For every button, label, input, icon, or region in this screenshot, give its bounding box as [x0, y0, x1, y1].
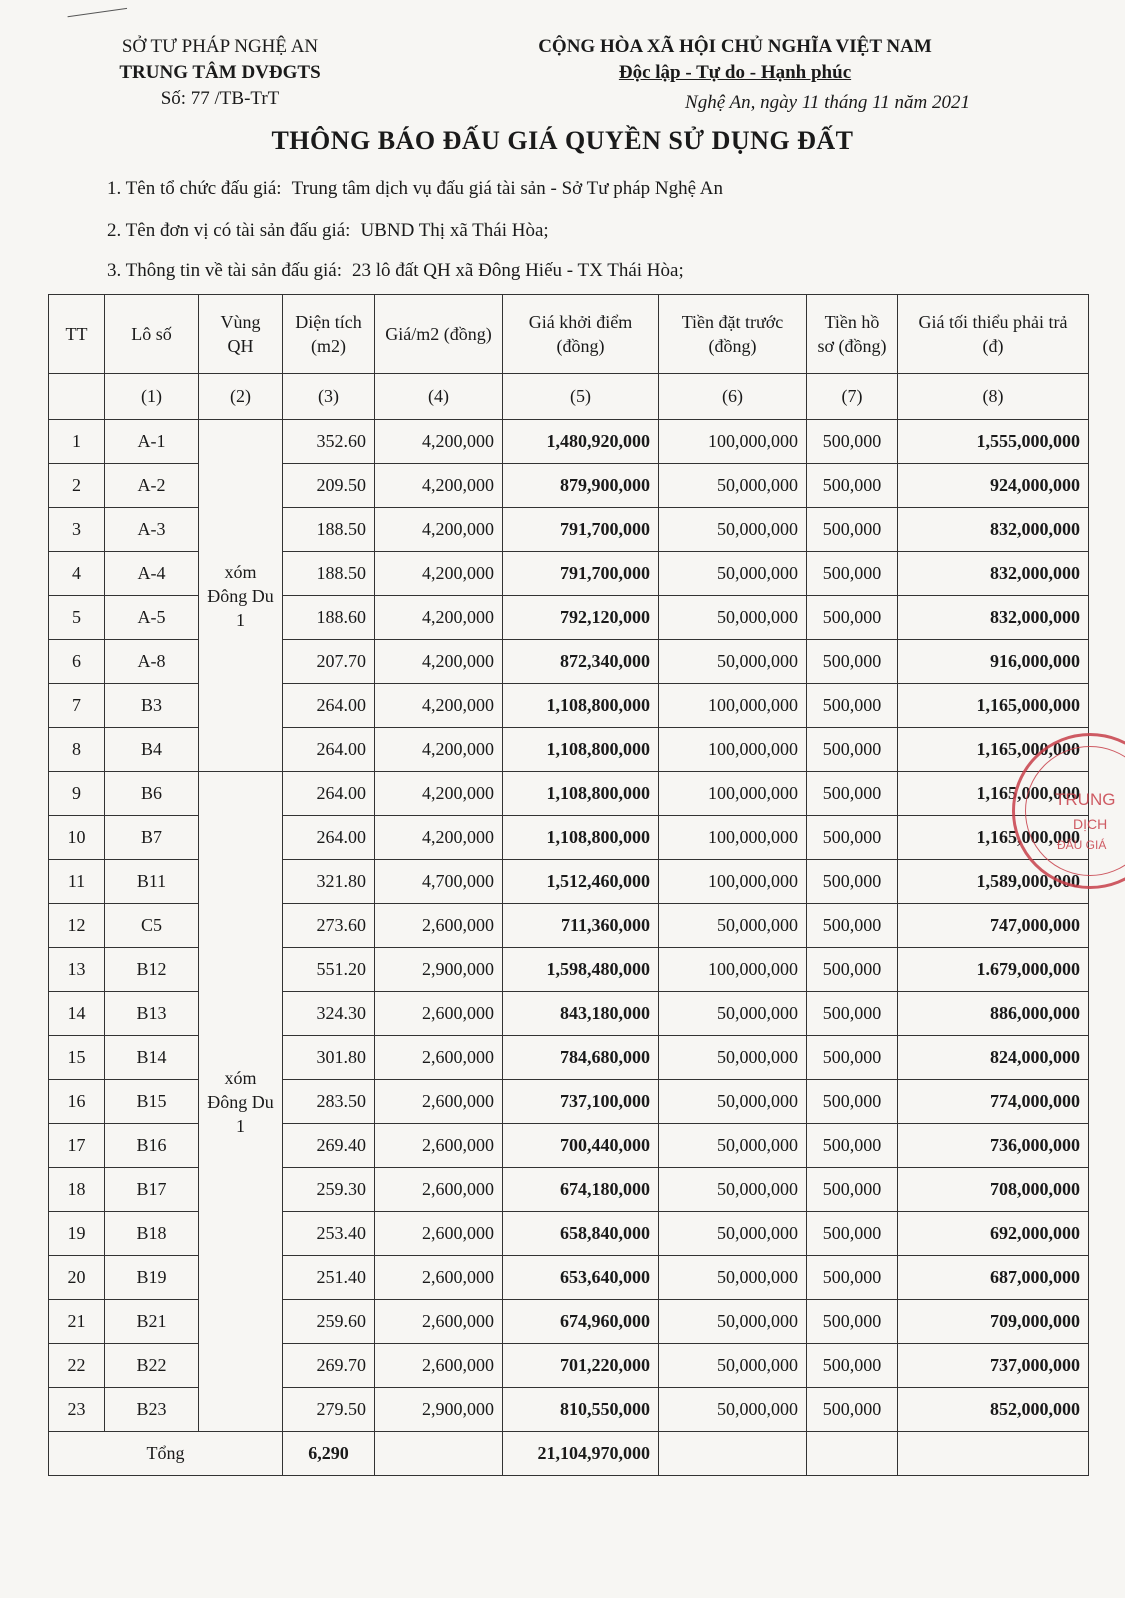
starting-price: 674,960,000	[503, 1300, 659, 1344]
lot-number: A-1	[105, 420, 199, 464]
lot-number: B12	[105, 948, 199, 992]
starting-price: 810,550,000	[503, 1388, 659, 1432]
file-fee: 500,000	[807, 772, 898, 816]
deposit: 100,000,000	[659, 684, 807, 728]
starting-price: 1,512,460,000	[503, 860, 659, 904]
file-fee: 500,000	[807, 816, 898, 860]
info-label: 3. Thông tin về tài sản đấu giá:	[107, 260, 342, 281]
minimum-price: 852,000,000	[898, 1388, 1089, 1432]
row-number: 5	[49, 596, 105, 640]
row-number: 17	[49, 1124, 105, 1168]
col-header: Lô số	[105, 295, 199, 374]
starting-price: 792,120,000	[503, 596, 659, 640]
deposit: 50,000,000	[659, 1212, 807, 1256]
price-per-m2: 2,600,000	[375, 1256, 503, 1300]
lot-number: B4	[105, 728, 199, 772]
area: 301.80	[283, 1036, 375, 1080]
column-number: (7)	[807, 374, 898, 420]
lot-number: A-3	[105, 508, 199, 552]
deposit: 50,000,000	[659, 596, 807, 640]
price-per-m2: 2,600,000	[375, 1212, 503, 1256]
minimum-price: 1.679,000,000	[898, 948, 1089, 992]
price-per-m2: 4,200,000	[375, 640, 503, 684]
stamp-text: ĐẤU GIÁ	[1057, 838, 1107, 852]
row-number: 18	[49, 1168, 105, 1212]
file-fee: 500,000	[807, 464, 898, 508]
minimum-price: 1,165,000,000	[898, 816, 1089, 860]
minimum-price: 774,000,000	[898, 1080, 1089, 1124]
minimum-price: 824,000,000	[898, 1036, 1089, 1080]
minimum-price: 886,000,000	[898, 992, 1089, 1036]
lot-number: B22	[105, 1344, 199, 1388]
minimum-price: 1,555,000,000	[898, 420, 1089, 464]
lot-number: C5	[105, 904, 199, 948]
price-per-m2: 4,200,000	[375, 420, 503, 464]
starting-price: 1,108,800,000	[503, 684, 659, 728]
minimum-price: 687,000,000	[898, 1256, 1089, 1300]
lot-number: A-5	[105, 596, 199, 640]
org-line1: SỞ TƯ PHÁP NGHỆ AN	[121, 36, 319, 57]
deposit: 50,000,000	[659, 508, 807, 552]
row-number: 7	[49, 684, 105, 728]
area: 283.50	[283, 1080, 375, 1124]
lot-number: B13	[105, 992, 199, 1036]
table-row	[49, 420, 1089, 464]
area: 188.50	[283, 552, 375, 596]
area: 264.00	[283, 728, 375, 772]
row-number: 16	[49, 1080, 105, 1124]
total-row	[49, 1432, 1089, 1476]
lot-number: A-4	[105, 552, 199, 596]
file-fee: 500,000	[807, 728, 898, 772]
starting-price: 658,840,000	[503, 1212, 659, 1256]
info-line-2	[107, 220, 549, 242]
price-per-m2: 4,200,000	[375, 684, 503, 728]
deposit: 50,000,000	[659, 1256, 807, 1300]
starting-price: 700,440,000	[503, 1124, 659, 1168]
price-per-m2: 2,600,000	[375, 1036, 503, 1080]
column-number: (4)	[375, 374, 503, 420]
file-fee: 500,000	[807, 508, 898, 552]
starting-price: 879,900,000	[503, 464, 659, 508]
document-date: Nghệ An, ngày 11 tháng 11 năm 2021	[685, 92, 970, 113]
planning-zone: xóm Đông Du 1	[199, 420, 283, 772]
national-header	[495, 34, 975, 86]
deposit: 50,000,000	[659, 1388, 807, 1432]
area: 259.60	[283, 1300, 375, 1344]
minimum-price: 692,000,000	[898, 1212, 1089, 1256]
area: 352.60	[283, 420, 375, 464]
info-label: 2. Tên đơn vị có tài sản đấu giá:	[107, 220, 351, 241]
file-fee: 500,000	[807, 1212, 898, 1256]
info-value: 23 lô đất QH xã Đông Hiếu - TX Thái Hòa;	[352, 260, 684, 281]
auction-table	[48, 294, 1089, 1476]
org-line2: TRUNG TÂM DVĐGTS	[119, 62, 321, 83]
row-number: 10	[49, 816, 105, 860]
starting-price: 1,480,920,000	[503, 420, 659, 464]
table-row	[49, 772, 1089, 816]
deposit: 100,000,000	[659, 816, 807, 860]
minimum-price: 916,000,000	[898, 640, 1089, 684]
area: 269.70	[283, 1344, 375, 1388]
price-per-m2: 2,600,000	[375, 1300, 503, 1344]
file-fee: 500,000	[807, 1256, 898, 1300]
minimum-price: 832,000,000	[898, 552, 1089, 596]
empty-cell	[898, 1432, 1089, 1476]
deposit: 100,000,000	[659, 860, 807, 904]
file-fee: 500,000	[807, 1080, 898, 1124]
row-number: 1	[49, 420, 105, 464]
lot-number: B7	[105, 816, 199, 860]
col-header: Diện tích (m2)	[283, 295, 375, 374]
deposit: 50,000,000	[659, 904, 807, 948]
col-header: Tiền hồ sơ (đồng)	[807, 295, 898, 374]
price-per-m2: 4,200,000	[375, 772, 503, 816]
info-value: Trung tâm dịch vụ đấu giá tài sản - Sở Tư pháp Nghệ An	[291, 178, 724, 199]
price-per-m2: 2,600,000	[375, 1168, 503, 1212]
column-number: (3)	[283, 374, 375, 420]
file-fee: 500,000	[807, 420, 898, 464]
handwritten-mark	[68, 8, 129, 27]
empty-cell	[49, 374, 105, 420]
lot-number: B15	[105, 1080, 199, 1124]
lot-number: A-2	[105, 464, 199, 508]
document-title: THÔNG BÁO ĐẤU GIÁ QUYỀN SỬ DỤNG ĐẤT	[271, 126, 854, 155]
minimum-price: 1,165,000,000	[898, 728, 1089, 772]
price-per-m2: 2,600,000	[375, 1124, 503, 1168]
area: 279.50	[283, 1388, 375, 1432]
lot-number: B18	[105, 1212, 199, 1256]
starting-price: 711,360,000	[503, 904, 659, 948]
price-per-m2: 4,200,000	[375, 552, 503, 596]
price-per-m2: 4,200,000	[375, 728, 503, 772]
lot-number: B23	[105, 1388, 199, 1432]
minimum-price: 1,589,000,000	[898, 860, 1089, 904]
area: 264.00	[283, 684, 375, 728]
info-value: UBND Thị xã Thái Hòa;	[360, 220, 549, 241]
file-fee: 500,000	[807, 1168, 898, 1212]
area: 188.60	[283, 596, 375, 640]
row-number: 4	[49, 552, 105, 596]
starting-price: 1,598,480,000	[503, 948, 659, 992]
row-number: 19	[49, 1212, 105, 1256]
file-fee: 500,000	[807, 684, 898, 728]
row-number: 3	[49, 508, 105, 552]
area: 207.70	[283, 640, 375, 684]
price-per-m2: 2,900,000	[375, 1388, 503, 1432]
file-fee: 500,000	[807, 992, 898, 1036]
col-header: Giá khởi điểm (đồng)	[503, 295, 659, 374]
starting-price: 791,700,000	[503, 552, 659, 596]
starting-price: 1,108,800,000	[503, 816, 659, 860]
country-name: CỘNG HÒA XÃ HỘI CHỦ NGHĨA VIỆT NAM	[538, 36, 932, 57]
price-per-m2: 2,600,000	[375, 1344, 503, 1388]
row-number: 12	[49, 904, 105, 948]
price-per-m2: 4,200,000	[375, 464, 503, 508]
price-per-m2: 2,600,000	[375, 1080, 503, 1124]
lot-number: A-8	[105, 640, 199, 684]
stamp-text: DỊCH	[1073, 816, 1108, 832]
starting-price: 791,700,000	[503, 508, 659, 552]
row-number: 22	[49, 1344, 105, 1388]
col-header: TT	[49, 295, 105, 374]
deposit: 50,000,000	[659, 464, 807, 508]
lot-number: B19	[105, 1256, 199, 1300]
row-number: 6	[49, 640, 105, 684]
area: 273.60	[283, 904, 375, 948]
row-number: 9	[49, 772, 105, 816]
lot-number: B6	[105, 772, 199, 816]
minimum-price: 736,000,000	[898, 1124, 1089, 1168]
starting-price: 653,640,000	[503, 1256, 659, 1300]
price-per-m2: 2,600,000	[375, 992, 503, 1036]
price-per-m2: 4,700,000	[375, 860, 503, 904]
row-number: 20	[49, 1256, 105, 1300]
deposit: 50,000,000	[659, 1300, 807, 1344]
area: 264.00	[283, 772, 375, 816]
area: 251.40	[283, 1256, 375, 1300]
row-number: 13	[49, 948, 105, 992]
lot-number: B3	[105, 684, 199, 728]
file-fee: 500,000	[807, 904, 898, 948]
price-per-m2: 4,200,000	[375, 508, 503, 552]
starting-price: 1,108,800,000	[503, 772, 659, 816]
deposit: 50,000,000	[659, 1080, 807, 1124]
minimum-price: 709,000,000	[898, 1300, 1089, 1344]
file-fee: 500,000	[807, 552, 898, 596]
minimum-price: 1,165,000,000	[898, 684, 1089, 728]
minimum-price: 708,000,000	[898, 1168, 1089, 1212]
col-header: Giá/m2 (đồng)	[375, 295, 503, 374]
total-area: 6,290	[283, 1432, 375, 1476]
starting-price: 1,108,800,000	[503, 728, 659, 772]
lot-number: B21	[105, 1300, 199, 1344]
row-number: 11	[49, 860, 105, 904]
file-fee: 500,000	[807, 596, 898, 640]
area: 269.40	[283, 1124, 375, 1168]
file-fee: 500,000	[807, 948, 898, 992]
row-number: 2	[49, 464, 105, 508]
starting-price: 843,180,000	[503, 992, 659, 1036]
total-starting-price: 21,104,970,000	[503, 1432, 659, 1476]
minimum-price: 1,165,000,000	[898, 772, 1089, 816]
deposit: 100,000,000	[659, 728, 807, 772]
col-header: Tiền đặt trước (đồng)	[659, 295, 807, 374]
area: 259.30	[283, 1168, 375, 1212]
file-fee: 500,000	[807, 1300, 898, 1344]
stamp-text: TRUNG	[1055, 790, 1116, 809]
deposit: 100,000,000	[659, 420, 807, 464]
info-label: 1. Tên tổ chức đấu giá:	[107, 178, 282, 199]
starting-price: 784,680,000	[503, 1036, 659, 1080]
row-number: 8	[49, 728, 105, 772]
area: 551.20	[283, 948, 375, 992]
column-number: (6)	[659, 374, 807, 420]
info-line-1	[107, 178, 723, 200]
starting-price: 701,220,000	[503, 1344, 659, 1388]
price-per-m2: 2,600,000	[375, 904, 503, 948]
file-fee: 500,000	[807, 1124, 898, 1168]
file-fee: 500,000	[807, 1388, 898, 1432]
column-number: (2)	[199, 374, 283, 420]
area: 264.00	[283, 816, 375, 860]
lot-number: B14	[105, 1036, 199, 1080]
minimum-price: 832,000,000	[898, 596, 1089, 640]
planning-zone: xóm Đông Du 1	[199, 772, 283, 1432]
deposit: 50,000,000	[659, 1124, 807, 1168]
deposit: 50,000,000	[659, 992, 807, 1036]
deposit: 100,000,000	[659, 948, 807, 992]
doc-number: Số: 77 /TB-TrT	[160, 88, 280, 109]
deposit: 50,000,000	[659, 1036, 807, 1080]
column-number-row	[49, 374, 1089, 420]
deposit: 50,000,000	[659, 1344, 807, 1388]
lot-number: B11	[105, 860, 199, 904]
info-line-3	[107, 260, 684, 282]
col-header: Giá tối thiểu phải trả (đ)	[898, 295, 1089, 374]
row-number: 23	[49, 1388, 105, 1432]
row-number: 21	[49, 1300, 105, 1344]
deposit: 50,000,000	[659, 552, 807, 596]
row-number: 14	[49, 992, 105, 1036]
row-number: 15	[49, 1036, 105, 1080]
empty-cell	[807, 1432, 898, 1476]
area: 253.40	[283, 1212, 375, 1256]
minimum-price: 737,000,000	[898, 1344, 1089, 1388]
file-fee: 500,000	[807, 860, 898, 904]
file-fee: 500,000	[807, 640, 898, 684]
area: 321.80	[283, 860, 375, 904]
area: 188.50	[283, 508, 375, 552]
file-fee: 500,000	[807, 1036, 898, 1080]
file-fee: 500,000	[807, 1344, 898, 1388]
starting-price: 737,100,000	[503, 1080, 659, 1124]
price-per-m2: 4,200,000	[375, 596, 503, 640]
minimum-price: 924,000,000	[898, 464, 1089, 508]
deposit: 50,000,000	[659, 640, 807, 684]
motto: Độc lập - Tự do - Hạnh phúc	[618, 62, 852, 83]
column-number: (5)	[503, 374, 659, 420]
minimum-price: 747,000,000	[898, 904, 1089, 948]
organization-header	[90, 34, 350, 112]
empty-cell	[375, 1432, 503, 1476]
total-label: Tổng	[49, 1432, 283, 1476]
price-per-m2: 2,900,000	[375, 948, 503, 992]
column-number: (1)	[105, 374, 199, 420]
starting-price: 872,340,000	[503, 640, 659, 684]
column-number: (8)	[898, 374, 1089, 420]
col-header: Vùng QH	[199, 295, 283, 374]
starting-price: 674,180,000	[503, 1168, 659, 1212]
lot-number: B17	[105, 1168, 199, 1212]
table-header-row	[49, 295, 1089, 374]
price-per-m2: 4,200,000	[375, 816, 503, 860]
empty-cell	[659, 1432, 807, 1476]
minimum-price: 832,000,000	[898, 508, 1089, 552]
area: 209.50	[283, 464, 375, 508]
deposit: 50,000,000	[659, 1168, 807, 1212]
deposit: 100,000,000	[659, 772, 807, 816]
lot-number: B16	[105, 1124, 199, 1168]
area: 324.30	[283, 992, 375, 1036]
